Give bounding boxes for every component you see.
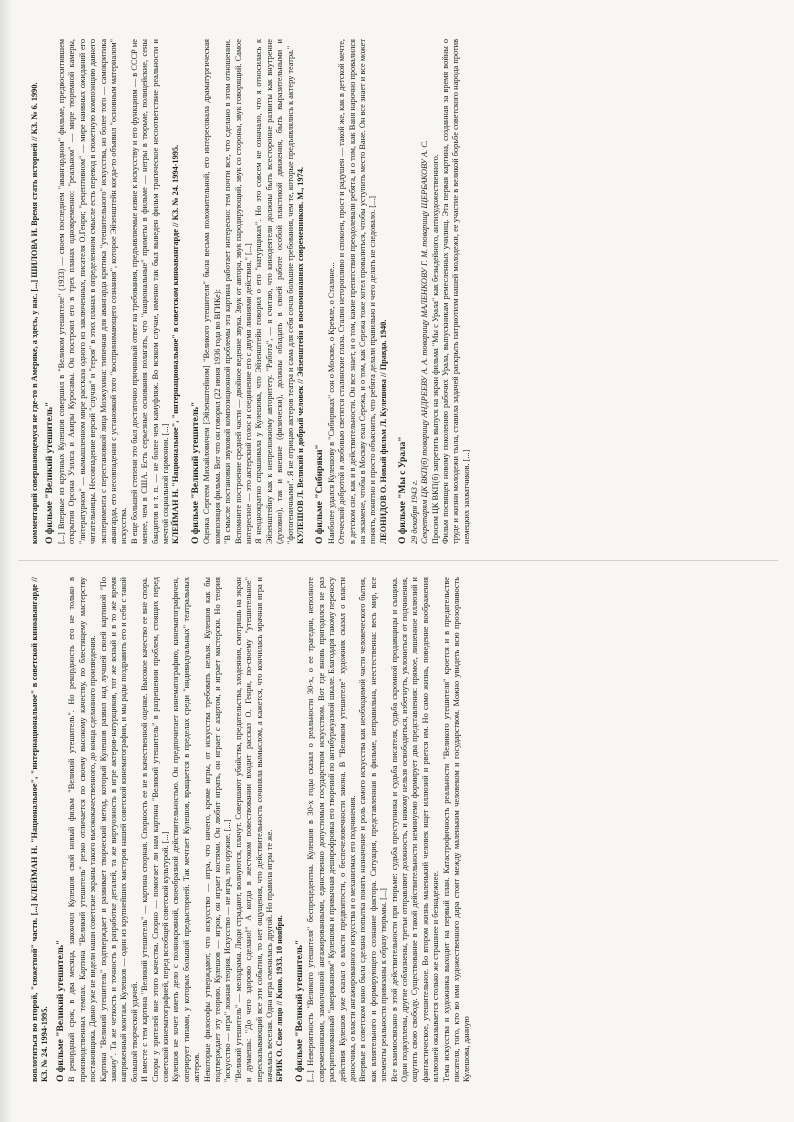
left-paragraph-7: [...] Невероятность "Великого утешителя" беспрецедентна. Кулешов в 30-х годы сказал о реальности 30-х, о ее трагедии, неполноте современниками, замолчанной ангажированными, единственно допустимым государством искусством. Вот где вновь пригодился не раз раскритикованный "американизм" Кулешова и привычная деширофровка его творений по антибуржуазной шкале. Благодаря такому переносу действия Кулешов уже сказал о власти предвзятости, о беспечеловечности закона. В "Великом утешителе" художник сказал о власти доносчика, о власти ангажированного искусства и о механизмах его подчинения. xyxy=(306,577,357,1082)
right-heading-1: О фильме "Великий утешитель" xyxy=(45,401,56,544)
right-paragraph-9: Фильм посвящен новому поколению рабочих Урала, выпускникам ремесленных училищ. Эта первая картина, созданная за время войны о труде и жизни молодежи тыла, ставила задачей раскрыть патриотизм нашей молодежи, ее участие в великой борьбе советского народа против немецких захватчиков. [...] xyxy=(441,39,471,544)
right-document-date: 29 декабря 1943 г. xyxy=(409,479,419,544)
right-column xyxy=(30,39,766,544)
left-paragraph-5: Некоторые философы утверждают, что искусство — игра, что ничего, кроме игры, от искусства требовать нельзя. Кулешов как бы подтверждает эту теорию. Кулешов — игрок, он играет костями. Он любит играть, он играет с азартом, и играет мастерски. Но теория "искусство — игра" ложная теория. Искусство — не игра, это оружие. [...] xyxy=(202,577,233,1082)
right-paragraph-6: Наиболее удался Кулешову в "Сибиряках" сон о Москве, о Кремле, о Сталине... xyxy=(326,262,336,544)
right-paragraph-8: Просим ЦК ВКП(б) запретить выпуск на экран фильма "Мы с Урала" как безыдейного, антихудожественного. xyxy=(430,154,440,544)
right-paragraph-2: В еще большей степени это был достаточно причинный ответ на требования, предъявляемые извне к искусству и его функциям — в СССР не менее, чем в США. Есть серьезные основания полагать, что "национальные" приметы в фильме — негры в тюрьме, полицейские, сены бандитов и т. п. — не более чем камуфляж. Во всяком случае, именно так был выведен фильм трагическое несоответствие реальности и мечтой социальной гармонии. [...] xyxy=(129,39,170,544)
left-heading-1: О фильме "Великий утешитель" xyxy=(55,939,66,1082)
left-top-continuation: воплотиться во второй, "сюжетной" части. [...] КЛЕЙМАН Н. "Национальное", "интернациональное" в советской киноавангарде // КЗ. № 24. 1994-1995. xyxy=(30,577,50,1082)
right-signature-1: КЛЕЙМАН Н. "Национальное", "интернациональное" в советском киноавангарде // КЗ. № 24. 1994-1995. xyxy=(171,144,181,544)
right-signature-2: КУЛЕШОВ Л. Великий и добрый человек // Эйзенштейн в воспоминаниях современников. М., 1974. xyxy=(295,167,305,544)
left-column xyxy=(30,577,766,1082)
left-signature-1: БРИК О. Свое лицо // Кино. 1933. 10 ноября. xyxy=(275,915,285,1082)
left-paragraph-6: "Великий утешитель" — мелодрама. Люди страдают, волнуются, плачут. Совершают убийства, предательства, злодеяния, смотришь на экран и думаешь: "До чего здорово сделано!" А когда в жестоком повествовании входит рассказ О. Генри, по-своему "утешительное" пересказывающий все эти события, то нет ощущения, что действительность сочиняла вымыслом, а кажется, что кончилась мрачная игра и началась веселая. Одна игра сменилась другой. Но правила игры те же. xyxy=(233,577,275,1082)
right-paragraph-3: Оценка Сергеем Михайловичем [Эйзенштейном] "Великого утешителя" была весьма положительной, его интересовала драматургическая композиция фильма. Вот что он говорил (22 июня 1936 года во ВГИКе): xyxy=(202,39,222,544)
right-paragraph-5: Я неоднократно спрашивала у Кулешова, что Эйзенштейн говорил о его "натурщиках". Но это совсем не означало, что я относилась к Эйзенштейну как к непреложному авторитету. "Работа", — я считаю, что кинодеятели должны быть всесторонне развиты как внутренне (духовно), так и внешне (физически), должны обладать в своей работе особой пластикой движения, быть выразительными и "фотогеничными". Я не отрицаю актеров театра и сама для себя сочла большие требования, чем те, которые предъявлялись к актеру театра." xyxy=(254,39,295,544)
right-paragraph-1: [...] Впервые из крупных Кулешов совершил в "Великом утешителе" (1933) — своем последнем "авангардном" фильме, предвосхитившем открытия Орсона Уэллса и Акиры Куросавы. Он построил его в трех планах одновременно: "реальном" — мире тюремной камеры, "литературном" — вымышленном мире рассказа одного из заключенных, писателя О.Генри; "рецептивном" — мире наивных ожиданий его читательницы. Несовпадение версий "случая" и "героя" в этих планах в определенном смысле есть перевод в сюжетную композицию давнего эксперимента с перестановкой лица Мозжухина: типичная для авангарда критика "утешительного" искусства, но более того — самокритика авангарда, его несовпадения с установкой того "воспринимающего сознания", которое Эйзенштейн когда-то объявил "основным материалом" искусства. xyxy=(56,39,129,544)
right-heading-2: О фильме "Великий утешитель" xyxy=(190,401,201,544)
right-top-continuation: комментарий совершающемуся не где-то в Америке, а здесь, у нас. [...] ШИЛОВА И. Время стать историей // КЗ. № 6. 1990. xyxy=(30,82,39,544)
right-heading-4: О фильме "Мы с Урала" xyxy=(398,436,409,544)
right-heading-3: О фильме "Сибиряки" xyxy=(315,444,326,544)
left-paragraph-8: Впервые в советском кино была сделана попытка понять назначение и роль самого искусства как необходимой части человеческого бытия, как влиятельного и формирующего сознание фактора. Ситуация, представленная в фильме, неправильна, неестественна: весь мир, все элементы реальности привязаны к образу тюрьмы. [...] xyxy=(358,577,389,1082)
left-paragraph-1: В рекордный срок, в два месяца, закончил Кулешов свой новый фильм "Великий утешитель". Но рекордность его не только в производственных темпах. Картина "Великий утешитель" резко отличается по своему высокому качеству, по блестящему мастерству постановщика. Давно уже не видели наши советские экраны такого высококачественного, до конца сделанного произведения. xyxy=(67,577,98,1082)
left-paragraph-3: И вместе с тем картина "Великий утешитель" — картина спорная. Спорность ее не в качественной оценке. Высокое качество ее вне спора. Споры у зрителей вне этого качества. Спорно — помогает ли нам картина "Великий утешитель" в разрешении проблем, стоящих перед советской кинематографией, перед всеобщей советской культурой. [...] xyxy=(140,577,170,1082)
left-paragraph-10: Тема искусства и художника выходит на первый план. Катастрофичность реальности "Великого утешителя" кроется и в предательстве писателя, того, кто во имя художественного дара стоит между маленьким человеком и государством. Можно увидеть всю прозорливость Кулешова, данную xyxy=(441,577,472,1082)
right-signature-3: ЛЕОНИДОВ О. Новый фильм Л. Кулешова // Правда. 1940. xyxy=(378,319,388,544)
scan-edge-shadow xyxy=(0,0,12,1122)
left-heading-2: О фильме "Великий утешитель" xyxy=(294,939,305,1082)
column-divider xyxy=(18,560,778,561)
left-paragraph-9: Все взаимосвязано в этой действительности при тюрьме: судьба преступника и судьба писателя, судьба скромной продавщицы и сыщика. Одни подкуплены, другие соблазнены, третьи отправляют должность, и никому нельзя освободиться, избегнуть, уклониться от подчинения, ощутить свою свободу. Существование в такой действительности неминуемо формирует два представления: прямое, лишенное иллюзий и фантастическое, утешительное. Во втором жизнь маленький человек ищет иллюзий и рвется им. Но само жизнь, поведение воображения иллюзией оказывается столько же страшнее и безнадежнее. xyxy=(389,577,441,1082)
left-paragraph-4: Кулешов не хочет иметь дело с полнокровной, своеобразной действительностью. Он предпочитает кинематографию, кинематографичен, оперирует типами, у которых большой предысторией. Так мечтает Кулешов, вращается в пределах среди "индивидуальных" театральных актеров. xyxy=(171,577,202,1082)
left-paragraph-2: Картина "Великий утешитель" подтверждает и развивает творческий метод, который Кулешов развил над лучшей своей картиной "По закону". Та же четкость и точность в разработке деталей, та же виртуозность в игре актеров-натурщиков, тот же ясный и в то же время напряженный монтаж. Кулешов — один из крупнейших мастеров нашей советской кинематографии, и мы рады поздравить его и себя с такой большой творческой удачей. xyxy=(98,577,139,1082)
right-paragraph-7: Отеческой добротой и любовью светятся сталинские глаза. Сталин неторопливо и спокоен, прост и радушен — такой же, как в детской мечте, в детском сне, как и в действительности. Он все знает, и о том, какие препятствия преодолевали ребята, и о том, как Ваня нарочно провалился на экзамене, чтобы в Москву ехал Сережа, и о том, как Сережа тоже хотел провалиться, чтобы уступить место Ване. Он все знает и все может понять, понятно и просто объяснить, что ребята делали правильно и чего делать не следовало. [...] xyxy=(337,39,378,544)
right-paragraph-4: "В смысле постановки звуковой композиционной проблемы эта картина работает интересно: тем почти все, что сделано в этом отношении. Вспомните построение средней части — двойное ведение звука. Звук от автора, звук пародирующий, звук со стороны, звук говорящий. Самое интересное — это актерский голос и соединение его с двумя линиями действия." [...] xyxy=(223,39,253,544)
right-document-addressee: Секретарям ЦК ВКП(б) товарищу АНДРЕЕВУ А. А. товарищу МАЛЕНКОВУ Г. М. товарищу ЩЕРБАКОВУ А. С. xyxy=(420,140,430,544)
